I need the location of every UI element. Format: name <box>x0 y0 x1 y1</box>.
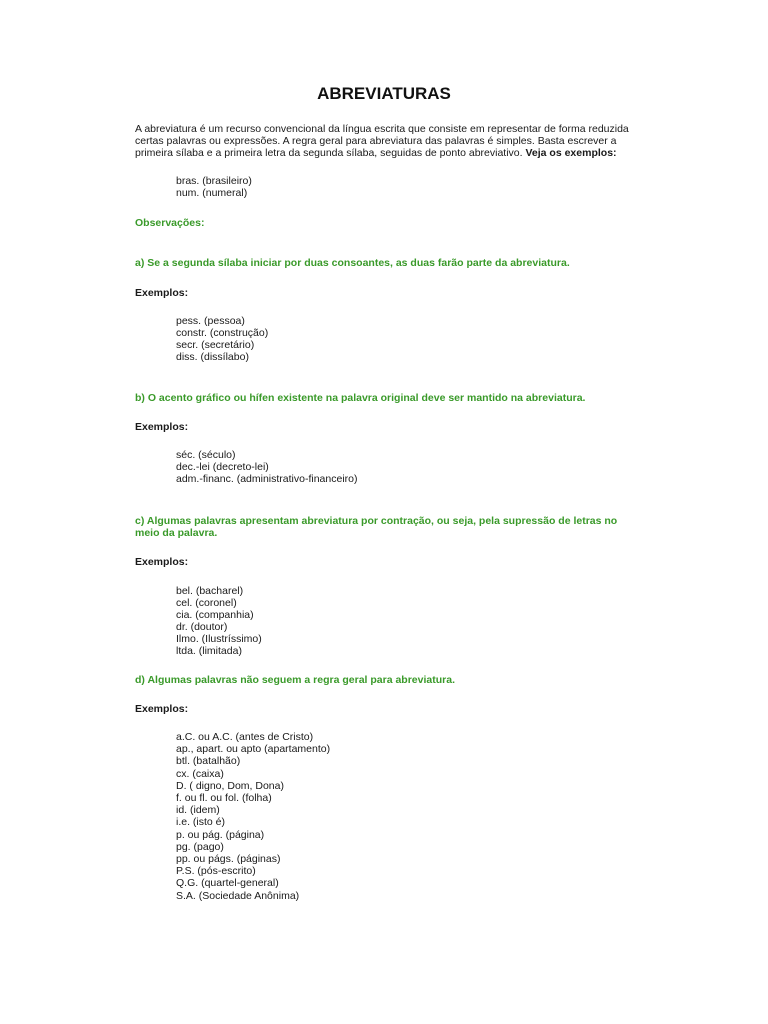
rule-c-example: Ilmo. (Ilustríssimo) <box>176 633 262 645</box>
examples-label: Exemplos: <box>135 703 189 715</box>
rule-d-example: pp. ou págs. (páginas) <box>176 853 281 865</box>
intro-bold-text: Veja os exemplos: <box>525 147 617 160</box>
rule-d-example: D. ( digno, Dom, Dona) <box>176 780 284 792</box>
rule-d-example: i.e. (isto é) <box>176 816 226 828</box>
examples-label: Exemplos: <box>135 556 189 568</box>
rule-d-example: Q.G. (quartel-general) <box>176 877 279 889</box>
rule-b-example: dec.-lei (decreto-lei) <box>176 461 269 473</box>
intro-text: A abreviatura é um recurso convencional da língua escrita que consiste em representar de forma reduzida certas palavras ou expressões. A regra geral para abreviatura das palavras é simples. Basta escrever a primeira sílaba e a primeira letra da segunda sílaba, seguidas de ponto abreviativo. <box>135 123 629 160</box>
rule-c-heading: c) Algumas palavras apresentam abreviatura por contração, ou seja, pela supressão de letras no meio da palavra. <box>135 515 618 540</box>
rule-a-example: secr. (secretário) <box>176 339 255 351</box>
rule-b-example: séc. (século) <box>176 449 236 461</box>
rule-d-example: S.A. (Sociedade Anônima) <box>176 890 300 902</box>
observacoes-heading: Observações: <box>135 217 205 229</box>
rule-d-example: p. ou pág. (página) <box>176 829 265 841</box>
rule-b-heading: b) O acento gráfico ou hífen existente na palavra original deve ser mantido na abreviatura. <box>135 392 586 404</box>
rule-c-example: cel. (coronel) <box>176 597 237 609</box>
rule-c-example: cia. (companhia) <box>176 609 254 621</box>
intro-example: bras. (brasileiro) <box>176 175 252 187</box>
rule-d-example: pg. (pago) <box>176 841 224 853</box>
examples-label: Exemplos: <box>135 287 189 299</box>
rule-c-example: bel. (bacharel) <box>176 585 244 597</box>
rule-d-example: btl. (batalhão) <box>176 755 241 767</box>
rule-d-example: a.C. ou A.C. (antes de Cristo) <box>176 731 314 743</box>
examples-label: Exemplos: <box>135 421 189 433</box>
rule-a-heading: a) Se a segunda sílaba iniciar por duas consoantes, as duas farão parte da abreviatura. <box>135 257 570 269</box>
page-title: ABREVIATURAS <box>317 84 451 103</box>
rule-d-example: f. ou fl. ou fol. (folha) <box>176 792 272 804</box>
rule-a-example: constr. (construção) <box>176 327 269 339</box>
rule-d-example: id. (idem) <box>176 804 220 816</box>
rule-a-example: pess. (pessoa) <box>176 315 245 327</box>
rule-d-heading: d) Algumas palavras não seguem a regra geral para abreviatura. <box>135 674 455 686</box>
rule-d-example: ap., apart. ou apto (apartamento) <box>176 743 331 755</box>
rule-d-example: P.S. (pós-escrito) <box>176 865 256 877</box>
intro-example: num. (numeral) <box>176 187 248 199</box>
rule-c-example: dr. (doutor) <box>176 621 228 633</box>
rule-a-example: diss. (dissílabo) <box>176 351 249 363</box>
rule-c-example: ltda. (limitada) <box>176 645 242 657</box>
rule-b-example: adm.-financ. (administrativo-financeiro) <box>176 473 358 485</box>
intro-paragraph <box>135 123 633 160</box>
rule-d-example: cx. (caixa) <box>176 768 224 780</box>
